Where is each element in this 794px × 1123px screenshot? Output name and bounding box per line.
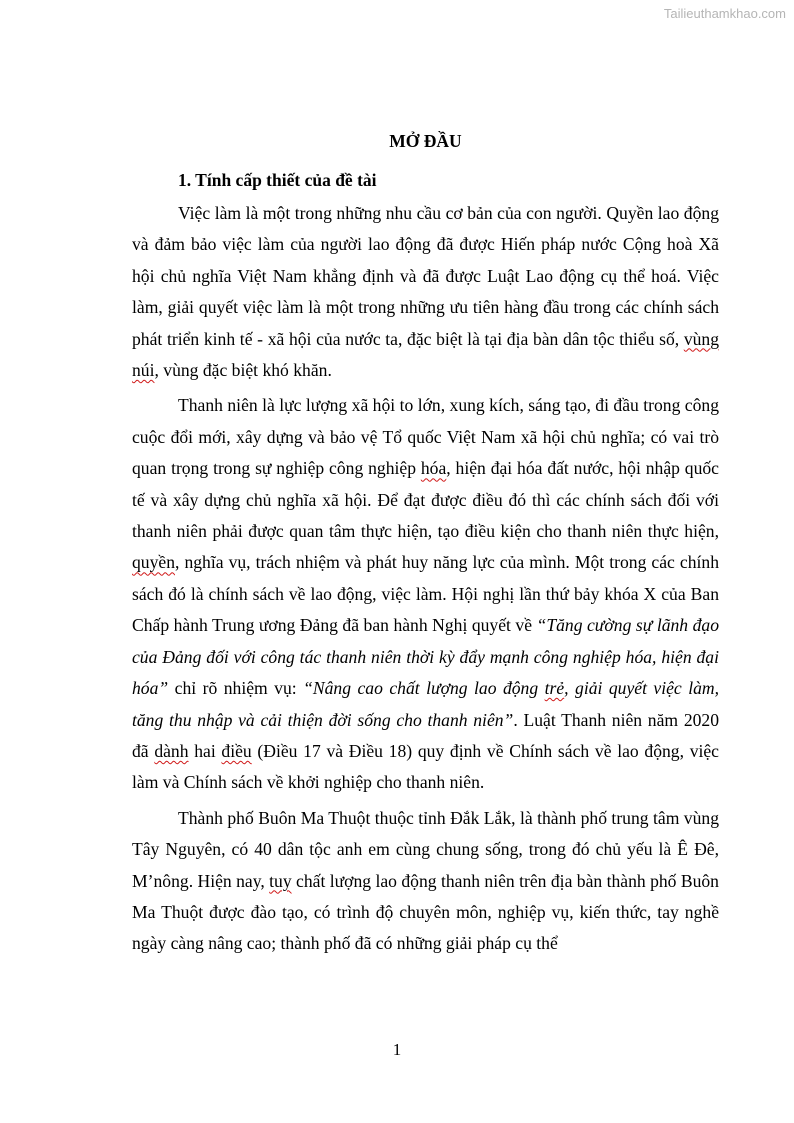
spellcheck-word[interactable]: tuy xyxy=(269,870,292,891)
spellcheck-word[interactable]: dành xyxy=(154,740,189,761)
spellcheck-word[interactable]: trẻ xyxy=(544,678,565,699)
text-run: , nghĩa vụ, trách nhiệm và phát huy năng lực của mình. Một trong các chính sách đó là chính sách về lao động, việc làm. Hội nghị lần thứ bảy khóa X của Ban Chấp hành Trung ương Đảng đã ban hành Nghị quyết về xyxy=(132,552,719,636)
text-run: hai xyxy=(188,740,222,761)
text-run: . Luật Thanh niên năm 2020 đã xyxy=(132,709,720,761)
text-run: chất lượng lao động thanh niên trên địa bàn thành phố Buôn Ma Thuột được đào tạo, có trình độ chuyên môn, nghiệp vụ, kiến thức, tay nghề ngày càng nâng cao; thành phố đã có những giải pháp cụ thể xyxy=(132,870,719,954)
document-title: MỞ ĐẦU xyxy=(389,131,462,151)
italic-quote: “Nâng cao chất lượng lao động xyxy=(303,678,545,699)
text-run: (Điều 17 và Điều 18) quy định về Chính sách về lao động, việc làm và Chính sách về khởi nghiệp cho thanh niên. xyxy=(132,740,719,793)
spellcheck-word[interactable]: quyền xyxy=(132,552,175,573)
italic-quote: , giải quyết việc làm, tăng thu nhập và cải thiện đời sống cho thanh niên” xyxy=(132,678,719,730)
text-run: Việc làm là một trong những nhu cầu cơ bản của con người. Quyền lao động và đảm bảo việc làm của người lao động đã được Hiến pháp nước Cộng hoà Xã hội chủ nghĩa Việt Nam khẳng định và đã được Luật Lao động cụ thể hoá. Việc làm, giải quyết việc làm là một trong những ưu tiên hàng đầu trong các chính sách phát triển kinh tế - xã hội của nước ta, đặc biệt là tại địa bàn dân tộc thiểu số, xyxy=(132,203,719,349)
section-heading: 1. Tính cấp thiết của đề tài xyxy=(178,170,377,190)
watermark-text: Tailieuthamkhao.com xyxy=(663,6,786,21)
spellcheck-word[interactable]: vùng núi xyxy=(132,328,719,381)
text-run: , vùng đặc biệt khó khăn. xyxy=(154,360,332,381)
text-run: Thanh niên là lực lượng xã hội to lớn, xung kích, sáng tạo, đi đầu trong công cuộc đổi mới, xây dựng và bảo vệ Tổ quốc Việt Nam xã hội chủ nghĩa; có vai trò quan trọng trong sự nghiệp công nghiệp xyxy=(132,395,719,479)
document-page xyxy=(132,130,719,960)
text-run: , hiện đại hóa đất nước, hội nhập quốc tế và xây dựng chủ nghĩa xã hội. Để đạt được điều đó thì các chính sách đối với thanh niên phải được quan tâm thực hiện, tạo điều kiện cho thanh niên thực hiện, xyxy=(132,458,719,542)
paragraph-3 xyxy=(132,803,719,960)
paragraph-2 xyxy=(132,390,719,798)
italic-quote: “Tăng cường sự lãnh đạo của Đảng đối với công tác thanh niên thời kỳ đẩy mạnh công nghiệp hóa, hiện đại hóa” xyxy=(132,615,719,699)
text-run: chỉ rõ nhiệm vụ: xyxy=(168,678,304,699)
page-number: 1 xyxy=(392,1040,402,1059)
spellcheck-word[interactable]: hóa xyxy=(420,458,447,479)
text-run: Thành phố Buôn Ma Thuột thuộc tỉnh Đắk Lắk, là thành phố trung tâm vùng Tây Nguyên, có 40 dân tộc anh em cùng chung sống, trong đó chủ yếu là Ê Đê, M’nông. Hiện nay, xyxy=(132,807,719,891)
paragraph-1 xyxy=(132,198,719,386)
spellcheck-word[interactable]: điều xyxy=(221,740,252,761)
